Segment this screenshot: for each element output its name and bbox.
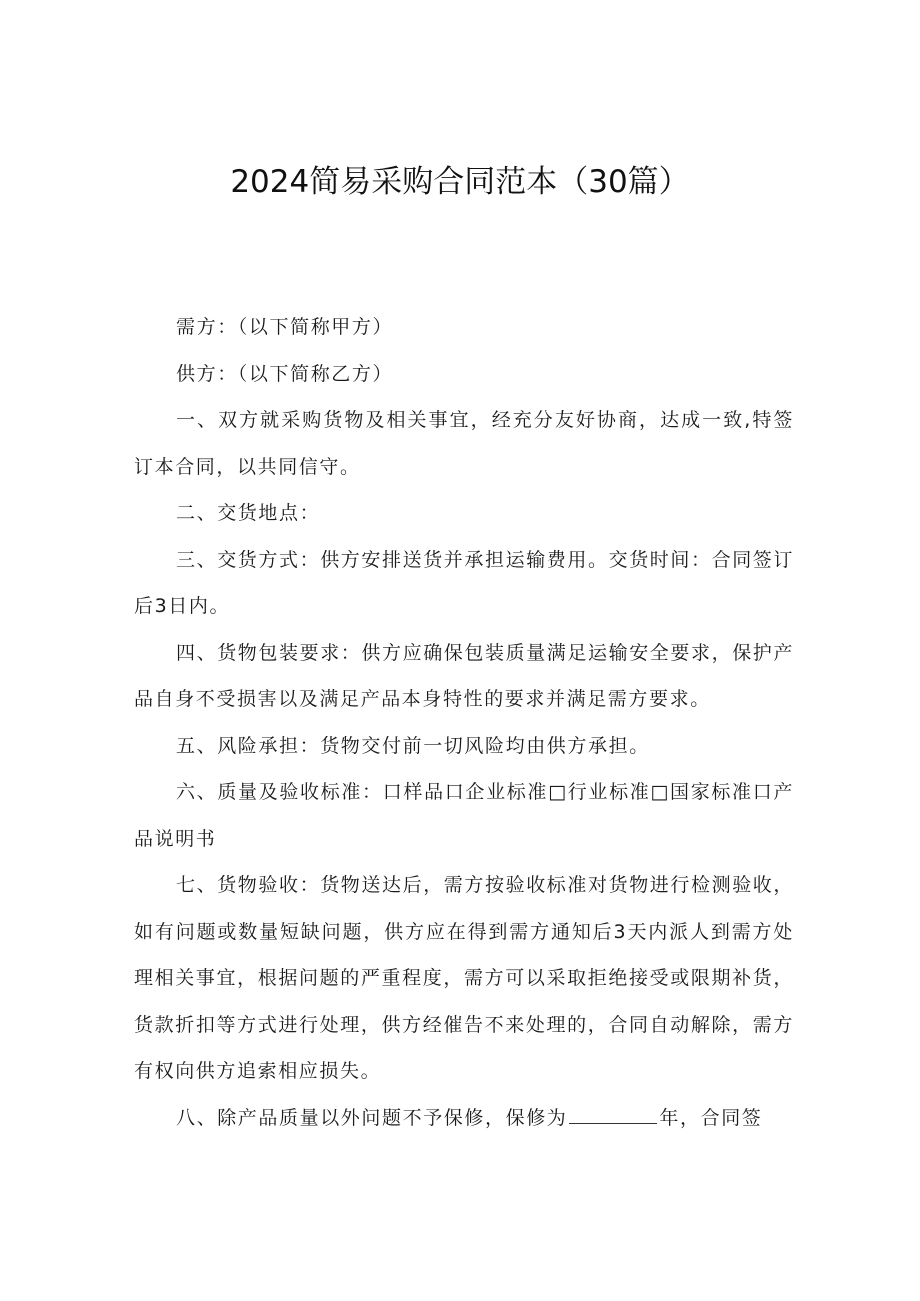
paragraph-clause-8 [134,1095,794,1142]
paragraph-seller: 供方：（以下简称乙方） [176,362,394,385]
document-title: 2024简易采购合同范本（30篇） [230,164,690,200]
paragraph-clause-7: 七、货物验收：货物送达后，需方按验收标准对货物进行检测验收，如有问题或数量短缺问题，供方应在得到需方通知后3天内派人到需方处理相关事宜，根据问题的严重程度，需方可以采取拒绝接受或限期补货，货款折扣等方式进行处理，供方经催告不来处理的，合同自动解除，需方有权向供方追索相应损失。 [134,874,795,1082]
paragraph-clause-5: 五、风险承担：货物交付前一切风险均由供方承担。 [176,734,650,757]
paragraph-clause-2: 二、交货地点： [176,502,321,524]
document-body [134,304,794,1141]
paragraph-buyer: 需方：（以下简称甲方） [176,316,394,338]
paragraph-clause-3: 三、交货方式：供方安排送货并承担运输费用。交货时间：合同签订后3日内。 [134,548,795,617]
paragraph-clause-1: 一、双方就采购货物及相关事宜，经充分友好协商，达成一致,特签订本合同，以共同信守。 [134,409,794,478]
warranty-years-blank [569,1105,657,1124]
clause-8-text-end: 年，合同签 [659,1106,763,1129]
clause-8-text-start: 八、除产品质量以外问题不予保修，保修为 [176,1106,568,1129]
paragraph-clause-4: 四、货物包装要求：供方应确保包装质量满足运输安全要求，保护产品自身不受损害以及满足产品本身特性的要求并满足需方要求。 [134,641,795,710]
paragraph-clause-6: 六、质量及验收标准：口样品口企业标准□行业标准□国家标准口产品说明书 [134,781,794,850]
